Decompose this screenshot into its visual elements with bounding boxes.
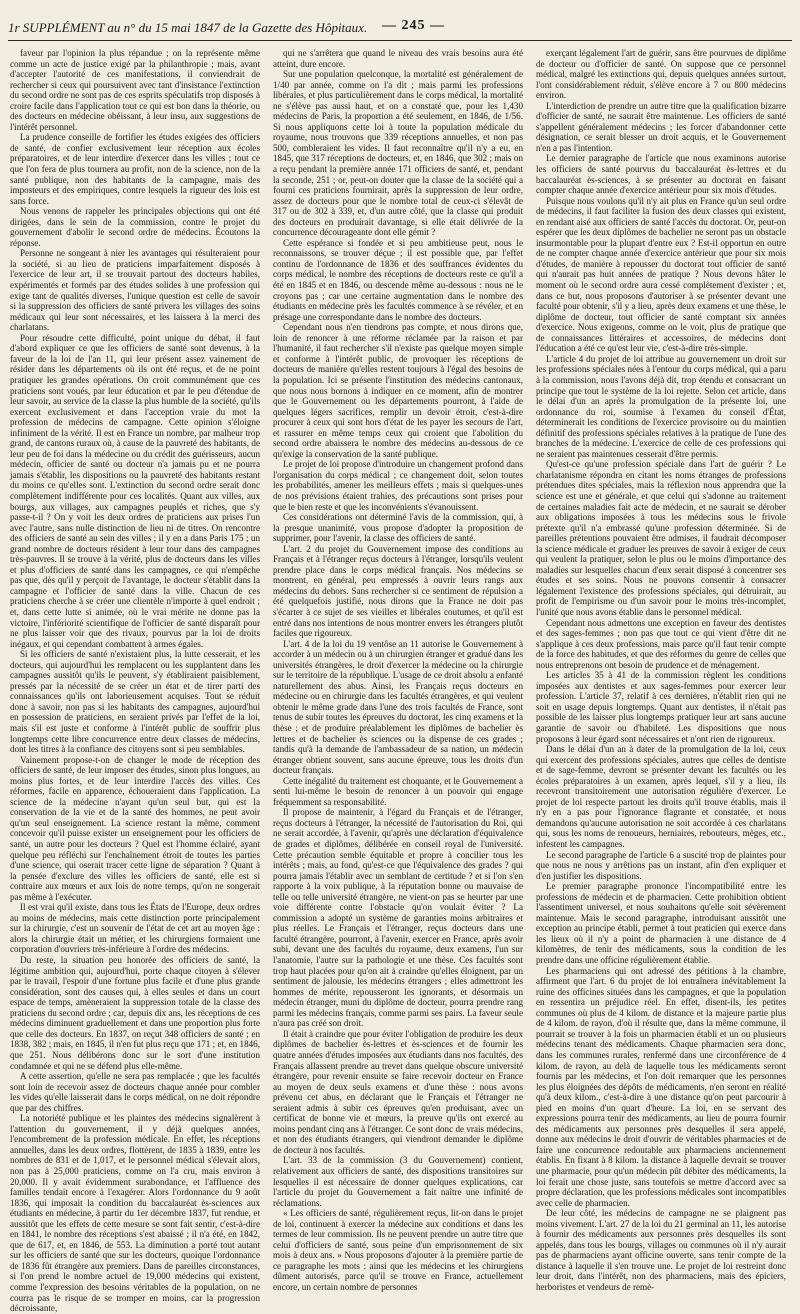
text-column-2	[273, 48, 523, 1292]
paragraph: faveur par l'opinion la plus répandue ; on la représente même comme un acte de justice exigé par la philanthropie ; mais, avant d'accepter l'autorité de ces manifestations, il conviendrait de rechercher si ceux qui poursuivent avec tant d'insistance l'extinction du second ordre ne sont pas de ces esprits spéculatifs trop disposés à croire facile dans l'application tout ce qui est bon dans la théorie, ou des docteurs en médecine obéissant, à leur insu, aux suggestions de l'intérêt personnel.	[10, 48, 260, 132]
page-header	[8, 18, 792, 38]
page-number: — 245 —	[382, 18, 445, 33]
paragraph: Nous venons de rappeler les principales objections qui ont été dirigées, dans le sein de la commission, contre le projet du gouvernement d'abolir le second ordre de médecins. Écoutons la réponse.	[10, 206, 260, 248]
paragraph: Pour résoudre cette difficulté, point unique du débat, il faut d'abord expliquer ce que les officiers de santé sont devenus, à la faveur de la loi de l'an 11, qui leur présent assez vainement de résider dans les départements où ils ont été reçus, et de ne point pratiquer les grandes opérations. On croit communément que ces praticiens sont voués, par leur éducation et par le peu d'étendue de leur savoir, au service de la classe la plus humble de la société, qu'ils exercent exclusivement et dans l'acception vraie du mot la profession de médecins de campagne. Cette opinion s'éloigne infiniment de la vérité. Il est en France un nombre, par malheur trop grand, de cantons ruraux où, à cause de la pauvreté des habitants, de leur peu de foi dans la médecine ou du crédit des guérisseurs, aucun médecin, officier de santé ou docteur n'a jamais pu et ne pourra jamais s'établir, les dispositions ou la pauvreté des habitants restant du moins ce qu'elles sont. L'extinction du second ordre serait donc complètement indifférente pour ces localités. Quant aux villes, aux bourgs, aux villages, aux campagnes peuplés et riches, que s'y passe-t-il ? On y voit les deux ordres de praticiens aux prises l'un avec l'autre, sans nulle distinction de lieu ni de titres. On rencontre des officiers de santé au sein des villes ; il y en a dans Paris 175 ; un grand nombre de docteurs résident à leur tour dans des campagnes très-pauvres. Il se trouve à la vérité, plus de docteurs dans les villes et plus d'officiers de santé dans les campagnes, ce qui n'empêche pas que, dès qu'il y perçoit de l'avantage, le docteur s'établit dans la campagne et l'officier de santé dans la ville. Chacun de ces praticiens cherche à se créer une clientèle n'importe à quel endroit ; et, dans cette lutte si animée, où le vrai mérite ne donne pas la victoire, l'infériorité scientifique de l'officier de santé disparaît pour ne plus laisser voir que des rivaux, pourvus par la loi de droits inégaux, et qui cependant combattent à armes égales.	[10, 332, 261, 649]
paragraph: Cette inégalité du traitement est choquante, et le Gouvernement a senti lui-même le besoin de renoncer à un pouvoir qui engage fréquemment sa responsabilité.	[273, 775, 523, 807]
paragraph: qui ne s'arrêtera que quand le niveau des vrais besoins aura été atteint, dure encore.	[273, 48, 523, 69]
paragraph: Dans le délai d'un an à dater de la promulgation de la loi, ceux qui exercent des professions spéciales, autres que celles de dentiste et de sage-femme, devront se présenter devant les facultés ou les écoles préparatoires à un examen, après lequel, s'il y a lieu, ils recevront transitoirement une autorisation régulière d'exercer. Le projet de loi respecte partout les droits qu'il trouve établis, mais il n'y en a pas pour l'ignorance flagrante et constatée, et nous demandons qu'aucune autorisation ne soit accordée à ces charlatans qui, sous les noms de renoueurs, herniaires, rebouteurs, mèges, etc., infestent les campagnes.	[536, 744, 786, 850]
supplement-title: 1r SUPPLÉMENT au n° du 15 mai 1847 de la Gazette des Hôpitaux.	[8, 20, 368, 35]
paragraph: Cependant nous n'en tiendrons pas compte, et nous dirons que, loin de renoncer à une réforme réclamée par la raison et par l'humanité, il faut rechercher s'il n'existe pas quelque moyen simple et conforme à l'intérêt public, de provoquer les réceptions de docteurs de manière qu'elles restent toujours à l'égal des besoins de la population. Ici se présente l'institution des médecins cantonaux, que nous nous bornons à indiquer en ce moment, afin de montrer que le Gouvernement ou les départements pourront, à l'aide de quelques légers sacrifices, remplir un devoir étroit, c'est-à-dire procurer à ceux qui sont hors d'état de les payer les secours de l'art, et rassurer en même temps ceux qui croient que l'abolition du second ordre abaissera le nombre des médecins au-dessous de ce qu'exige la conservation de la santé publique.	[273, 322, 523, 459]
paragraph: Personne ne songeant à nier les avantages qui résulteraient pour la société, si au lieu de praticiens imparfaitement disposés à l'exercice de leur art, il se trouvait partout des docteurs habiles, expérimentés et formés par des études solides à une profession qui exige tant de qualités diverses, l'unique question est celle de savoir si la suppression des officiers de santé privera les villages des soins médicaux qui leur sont nécessaires, et les laissera à la merci des charlatans.	[10, 248, 260, 333]
paragraph: L'art. 33 de la commission (3 du Gouvernement) contient, relativement aux officiers de santé, des dispositions transitoires sur lesquelles il est nécessaire de donner quelques explications, car l'article du projet du Gouvernement a fait naître une infinité de réclamations.	[273, 1155, 523, 1208]
paragraph: Les articles 35 à 41 de la commission règlent les conditions imposées aux dentistes et aux sages-femmes pour exercer leur profession. L'article 37, relatif à ces dernières, n'établit rien qui ne soit en usage depuis longtemps. Quant aux dentistes, il n'était pas possible de les laisser plus longtemps pratiquer leur art sans aucune garantie de savoir ou d'habileté. Les dispositions que nous proposons à leur égard sont nécessaires et n'ont rien de rigoureux.	[536, 670, 786, 744]
text-column-3	[536, 48, 786, 1292]
text-column-1	[10, 48, 261, 1314]
paragraph: « Les officiers de santé, régulièrement reçus, lit-on dans le projet de loi, continuent à exercer la médecine aux conditions et dans les termes de leur commission. Ils ne peuvent prendre un autre titre que celui d'officiers de santé, sous peine d'un emprisonnement de six mois à deux ans. » Nous proposons d'ajouter à la première partie de ce paragraphe les mots : ainsi que les médecins et les chirurgiens dûment autorisés, parce qu'il se trouve en France, actuellement encore, un certain nombre de personnes	[273, 1208, 523, 1292]
paragraph: Le second paragraphe de l'article 6 a suscité trop de plaintes pour que nous ne nous y arrêtions pas un instant, afin d'en expliquer et d'en justifier les dispositions.	[536, 849, 786, 881]
paragraph: Sur une population quelconque, la mortalité est généralement de 1/40 par année, comme on l'a dit ; mais parmi les professions libérales, et plus particulièrement dans le corps médical, la mortalité ne s'élève pas aussi haut, et on a constaté que, pour les 1,430 médecins de Paris, la proportion a été seulement, en 1846, de 1/56. Si nous appliquons cette loi à toute la population médicale du royaume, nous trouvons que 339 réceptions annuelles, et non pas 500, combleraient les vides. Il faut reconnaître qu'il n'y a eu, en 1845, que 317 réceptions de docteurs, et, en 1846, que 302 ; mais on a reçu pendant la première année 171 officiers de santé, et, pendant la seconde, 251 ; or, peut-on douter que la classe de la société qui a fourni ces praticiens fournirait, après la suppression de leur ordre, assez de docteurs pour que le nombre total de ceux-ci s'élevât de 317 ou de 302 à 339, et, d'un autre côté, que la classe qui produit des docteurs en produirait davantage, si elle était délivrée de la concurrence décourageante dont elle gémit ?	[273, 69, 523, 238]
paragraph: Le dernier paragraphe de l'article que nous examinons autorise les officiers de santé pourvus du baccalauréat ès-lettres et du baccalauréat ès-sciences, à se présenter au doctorat en faisant compter chaque année d'exercice antérieur pour six mois d'études.	[536, 153, 786, 196]
paragraph: exerçant légalement l'art de guérir, sans être pourvues de diplôme de docteur ou d'officier de santé. On suppose que ce personnel médical, malgré les extinctions qui, depuis quelques années surtout, l'ont considérablement réduit, s'élève encore à 7 ou 800 médecins environ.	[536, 48, 786, 101]
paragraph: Cependant nous admettons une exception en faveur des dentistes et des sages-femmes ; non pas que tout ce qui vient d'être dit ne s'applique à ces deux professions, mais parce qu'il faut tenir compte de la force des habitudes, et que des réformes du genre de celles que nous entreprenons ont besoin de prudence et de ménagement.	[536, 617, 786, 670]
paragraph: Il est vrai qu'il existe, dans tous les États de l'Europe, deux ordres au moins de médecins, mais cette distinction porte principalement sur la chirurgie, c'est un souvenir de l'état de cet art au moyen âge : alors la chirurgie était un métier, et les chirurgiens formaient une corporation d'ouvriers très-inférieure à l'ordre des médecins.	[10, 902, 260, 955]
paragraph: A cette assertion, qu'elle ne sera pas remplacée ; que les facultés sont loin de recevoir assez de docteurs chaque année pour combler les vides qu'elle laisserait dans le corps médical, on ne doit répondre que par des chiffres.	[10, 1071, 260, 1113]
paragraph: Si les officiers de santé n'existaient plus, la lutte cesserait, et les docteurs, qui aujourd'hui les remplacent ou les supplantent dans les campagnes aussitôt qu'ils le peuvent, s'y établiraient paisiblement, pressés par la nécessité de se créer un état et de tirer parti des connaissances qu'ils ont laborieusement acquises. Tout se réduit donc à savoir, non pas si les habitants des campagnes, aujourd'hui en possession de praticiens, en seraient privés par l'effet de la loi, mais s'il est juste et conforme à l'intérêt public de souffrir plus longtemps cette libre concurrence entre deux classes de médecins, dont les titres à la confiance des citoyens sont si peu semblables.	[10, 649, 260, 755]
paragraph: Vainement propose-t-on de changer le mode de réception des officiers de santé, de leur imposer des études, sinon plus longues, au moins plus fortes, et de leur interdire l'accès des villes. Ces réformes, facile en apparence, échoueraient dans l'application. La science de la médecine n'ayant qu'un seul but, qui est la conservation de la vie et de la santé des hommes, ne peut avoir qu'un seul enseignement. La science restant la même, comment concevoir qu'il puisse exister un enseignement pour les officiers de santé, un autre pour les docteurs ? Quel est l'homme éclairé, ayant quelque peu réfléchi sur l'enchaînement étroit de toutes les parties d'une science, qui oserait tracer cette ligne de séparation ? Quant à la pensée d'exclure des villes les officiers de santé, elle est si contraire aux mœurs et aux lois de notre temps, qu'on ne songerait pas même à l'exécuter.	[10, 754, 260, 902]
paragraph: Le premier paragraphe prononce l'incompatibilité entre les professions de médecin et de pharmacien. Cette prohibition obtient l'assentiment universel, et nous souhaitons qu'elle soit sévèrement maintenue. Mais le second paragraphe, introduisant aussitôt une exception au principe établi, permet à tout praticien qui exerce dans les lieux où il n'y a point de pharmacien à une distance de 4 kilomètres, de tenir des médicaments, sous la condition de les prendre dans une officine régulièrement établie.	[536, 881, 786, 966]
paragraph: Du reste, la situation peu honorée des officiers de santé, la légitime ambition qui, aujourd'hui, porte chaque citoyen à s'élever par le travail, l'espoir d'une fortune plus facile et d'une plus grande considération, sont des causes qui, à elles seules et dans un court espace de temps, amèneraient la suppression totale de la classe des praticiens du second ordre ; car, depuis dix ans, les réceptions de ces médecins diminuent graduellement et dans une proportion plus forte que celle des docteurs. En 1837, on reçut 348 officiers de santé ; en 1838, 382 ; mais, en 1845, il n'en fut plus reçu que 171 ; et, en 1846, que 251. Nous délibérons donc sur le sort d'une institution condamnée et qui ne se défend plus elle-même.	[10, 955, 260, 1071]
paragraph: Puisque nous voulons qu'il n'y ait plus en France qu'un seul ordre de médecins, il faut faciliter la fusion des deux classes qui existent, en rendant aisé aux officiers de santé l'accès du doctorat. Or, peut-on espérer que les deux diplômes de bachelier ne seront pas un obstacle insurmontable pour la plupart d'entre eux ? Est-il opportun en outre de ne compter chaque année d'exercice antérieur que pour six mois d'études, de manière à repousser du doctorat tout officier de santé qui n'aurait pas huit années de pratique ? Nous devons hâter le moment où le second ordre aura cessé complètement d'exister ; et, dans ce but, nous proposons d'autoriser à se présenter devant une faculté pour obtenir, s'il y a lieu, après deux examens et une thèse, le diplôme de docteur, tout officier de santé comptant six années d'exercice. Nous exigeons, comme on le voit, plus de pratique que de connaissances littéraires et accessoires, de médecins dont l'éducation a été ce qu'est leur vie, c'est-à-dire très-simple.	[536, 195, 786, 354]
paragraph: La notoriété publique et les plaintes des médecins signalèrent à l'attention du gouvernement, il y déjà quelques années, l'encombrement de la profession médicale. En effet, les réceptions annuelles, dans les deux ordres, flottèrent, de 1835 à 1839, entre les nombres de 831 et de 1,017, et le personnel médical s'élevait alors, non pas à 25,000 praticiens, comme on l'a cru, mais environ à 20,000. Il y avait évidemment surabondance, et l'affluence des familles tendait encore à l'exagérer. Alors l'ordonnance du 9 août 1836, qui imposait la condition du baccalauréat ès-sciences aux étudiants en médecine, à partir du 1er décembre 1837, fut rendue, et aussitôt que les effets de cette mesure se sont fait sentir, c'est-à-dire en 1841, le nombre des réceptions s'est abaissé ; il n'a été, en 1842, que de 617, et, en 1846, de 553. La diminution a porté tout autant sur les officiers de santé que sur les docteurs, quoique l'ordonnance de 1836 fût étrangère aux premiers. Dans de pareilles circonstances, si l'on prend le nombre actuel de 19,000 médecins qui existent, comme l'expression des besoins véritables de la population, on ne courra pas le risque de se tromper en moins, car la progression décroissante,	[10, 1113, 260, 1314]
paragraph: De leur côté, les médecins de campagne ne se plaignent pas moins vivement. L'art. 27 de la loi du 21 germinal an 11, les autorise à fournir des médicaments aux personnes près desquelles ils sont appelés, dans tous les bourgs, villages ou communes où il n'y aurait pas de pharmaciens ayant officine ouverte, sans tenir compte de la distance à laquelle il s'en trouve une. Le projet de loi restreint donc leur droit, dans l'intérêt, non des pharmaciens, mais des épiciers, herboristes et vendeurs de remè-	[536, 1208, 786, 1292]
header-rule	[8, 40, 792, 41]
paragraph: Qu'est-ce qu'une profession spéciale dans l'art de guérir ? Le charlatanisme répondra en citant les noms étranges de professions prétendues dites spéciales, mais la réflexion nous apprendra que la science est une et générale, et que celui qui s'adonne au traitement de certaines maladies fait acte de médecin, et ne saurait se dérober aux obligations imposées à tous les médecins sous le frivole prétexte qu'il n'a embrassé qu'une profession déterminée. Si de pareilles prétentions pouvaient être admises, il faudrait décomposer la science médicale et graduer les preuves de savoir à exiger de ceux qui veulent la pratiquer, selon le plus ou le moins d'importance des maladies sur lesquelles chacun d'eux serait disposé à concentrer ses études et ses soins. Nous ne pouvons consentir à consacrer légalement l'existence des professions spéciales, qui détruirait, au profit de l'empirisme ou d'un savoir pour le moins très-incomplet, l'unité que nous avons établie dans le personnel médical.	[536, 459, 786, 617]
paragraph: Le projet de loi propose d'introduire un changement profond dans l'organisation du corps médical ; ce changement doit, selon toutes les probabilités, amener les meilleurs effets ; mais si quelques-unes de nos prévisions étaient trahies, des précautions sont prises pour que le bien reste et que les inconvénients s'évanouissent.	[273, 459, 523, 512]
paragraph: Ces considérations ont déterminé l'avis de la commission, qui, à la presque unanimité, vous propose d'adopter la proposition de supprimer, pour l'avenir, la classe des officiers de santé.	[273, 512, 523, 544]
paragraph: Les pharmaciens qui ont adressé des pétitions à la chambre, affirment que l'art. 6 du projet de loi entraînera inévitablement la ruine des officines situées dans les campagnes, et que la population en ressentira un préjudice réel. En effet, disent-ils, les petites communes où plus de 4 kilom. de distance et la majeure partie plus de 4 kilom. de rayon, d'où il résulte que, dans la même commune, il pourrait se trouver à la fois un pharmacien établi et un ou plusieurs médecins tenant des médicaments. Chaque pharmacien sera donc, dans les communes rurales, renfermé dans une circonférence de 4 kilom. de rayon, au delà de laquelle tous les médicaments seront fournis par les médecins, et l'on doit remarquer que les personnes les plus éloignées des dépôts de médicaments, n'en seront en réalité qu'à deux kilom., c'est-à-dire à une distance qu'on peut parcourir à pied en moins d'un quart d'heure. La loi, en se servant des expressions pourra tenir des médicaments, au lieu de pourra fournir des médicaments aux personnes près desquelles il sera appelé, donne aux médecins le droit d'ouvrir de véritables pharmacies et de faire une concurrence redoutable aux pharmaciens anciennement établis. En fixant à 8 kilom. la distance à laquelle devrait se trouver une pharmacie, pour qu'un médecin pût débiter des médicaments, la loi ferait une chose juste, sans toutefois se mettre d'accord avec sa propre déclaration, que les professions médicales sont incompatibles avec celle de pharmacien.	[536, 965, 786, 1208]
paragraph: L'art. 2 du projet du Gouvernement impose des conditions au Français et à l'étranger reçus docteurs à l'étranger, lorsqu'ils veulent prendre place dans le corps médical français. Nos médecins se montrent, en général, peu empressés à ouvrir leurs rangs aux médecins du dehors. Sans rechercher si ce sentiment de répulsion a été quelquefois justifié, nous dirons que la France ne doit pas s'écarter à ce sujet de ses vieilles et libérales coutumes, et qu'il est entré dans nos intentions de nous montrer envers les étrangers plutôt faciles que rigoureux.	[273, 543, 523, 639]
paragraph: Il propose de maintenir, à l'égard du Français et de l'étranger, reçus docteurs à l'étranger, la nécessité de l'autorisation du Roi, qui ne serait accordée, à l'avenir, qu'après une déclaration d'équivalence de grades et diplômes, délibérée en conseil royal de l'université. Cette précaution semble équitable et propre à concilier tous les intérêts ; mais, au fond, qu'est-ce que l'équivalence des grades ? qui pourra jamais l'établir avec un semblant de certitude ? et si l'on s'en rapporte à la voix publique, à la réputation bonne ou mauvaise de telle ou telle université étrangère, ne vient-on pas se heurter par une voie différente contre l'obstacle qu'on voulait éviter ? La commission a adopté un système de garanties moins arbitraires et plus réelles. Le Français et l'étranger, reçus docteurs dans une faculté étrangère, pourront, à l'avenir, exercer en France, après avoir subi, devant une des facultés du royaume, deux examens, l'un sur l'anatomie, l'autre sur la pathologie et une thèse. Ces facultés sont trop haut placées pour qu'on ait à craindre qu'elles éloignent, par un sentiment de jalousie, les médecins étrangers ; elles admettront les hommes de mérite, repousseront les ignorants, et désormais un médecin étranger, muni du diplôme de docteur, pourra prendre rang parmi les médecins français, comme parmi ses pairs. La faveur seule n'aura pas créé son droit.	[273, 807, 523, 1029]
paragraph: La prudence conseille de fortifier les études exigées des officiers de santé, de confier exclusivement leur réception aux écoles préparatoires, et de leur interdire d'exercer dans les villes ; tout ce que l'on fera de plus tournera au profit, non de la science, non de la santé publique, non des habitants de la campagne, mais des imposteurs et des empiriques, contre lesquels la rigueur des lois est sans force.	[10, 132, 260, 206]
paragraph: Il était à craindre que pour éviter l'obligation de produire les deux diplômes de bachelier ès-lettres et ès-sciences et de fournir les quatre années d'études imposées aux étudiants dans nos facultés, des Français allassent prendre au trevet dans quelque obscure université étrangère, pour revenir ensuite se faire recevoir docteur en France au moyen de deux seuls examens et d'une thèse : nous avons prévenu cet abus, en déclarant que le Français et l'étranger ne seraient admis à subir ces épreuves qu'en produisant, avec un certificat de bonne vie et mœurs, la preuve qu'ils ont exercé au moins pendant cinq ans à l'étranger. Ce sont donc de vrais médecins, et non des étudiants étrangers, qui viendront demander le diplôme de docteur à nos facultés.	[273, 1028, 523, 1155]
paragraph: L'art. 4 de la loi du 19 ventôse an 11 autorise le Gouvernement à accorder à un médecin ou à un chirurgien étranger et gradué dans les universités étrangères, le droit d'exercer la médecine ou la chirurgie sur le territoire de la république. L'usage de ce droit absolu a enfanté naturellement des abus. Ainsi, les Français reçus docteurs en médecine ou en chirurgie dans les facultés étrangères, et qui veulent obtenir le même grade dans l'une des trois facultés de France, sont tenus de subir toutes les épreuves du doctorat, les cinq examens et la thèse ; et de produire préalablement les diplômes de bachelier ès lettres et de bachelier ès sciences ou la dispense de ces grades ; tandis qu'à la demande de l'ambassadeur de sa nation, un médecin étranger obtient souvent, sans aucune épreuve, tous les droits d'un docteur français.	[273, 638, 523, 776]
paragraph: L'interdiction de prendre un autre titre que la qualification bizarre d'officier de santé, ne saurait être maintenue. Les officiers de santé s'appellent généralement médecins ; les forcer d'abandonner cette désignation, ce serait blesser un droit acquis, et le Gouvernement n'en a pas l'intention.	[536, 100, 786, 153]
paragraph: L'article 4 du projet de loi attribue au gouvernement un droit sur les professions spéciales nées à l'entour du corps médical, qui a paru à la commission, nous l'avons déjà dit, trop étendu et consacrant un principe que tout le système de la loi rejette. Selon cet article, dans le délai d'un an après la promulgation de la présente loi, une ordonnance du roi, soumise à l'examen du conseil d'État, déterminerait les conditions de l'exercice provisoire ou du maintien définitif des professions spéciales relatives à la pratique de l'une des branches de la médecine. L'exercice de celle de ces professions qui ne seraient pas maintenues cesserait d'être permis.	[536, 353, 786, 459]
paragraph: Cette espérance si fondée et si peu ambitieuse peut, nous le reconnaissons, se trouver déçue ; il est possible que, par l'effet continu de l'ordonnance de 1836 et des souffrances évidentes du corps médical, le nombre des réceptions de docteurs reste ce qu'il a été en 1845 et en 1846, ou descende même au-dessous : nous ne le croyons pas ; car une certaine augmentation dans le nombre des étudiants en médecine près les facultés commence à se révéler, et en présage une correspondante dans le nombre des docteurs.	[273, 237, 523, 322]
